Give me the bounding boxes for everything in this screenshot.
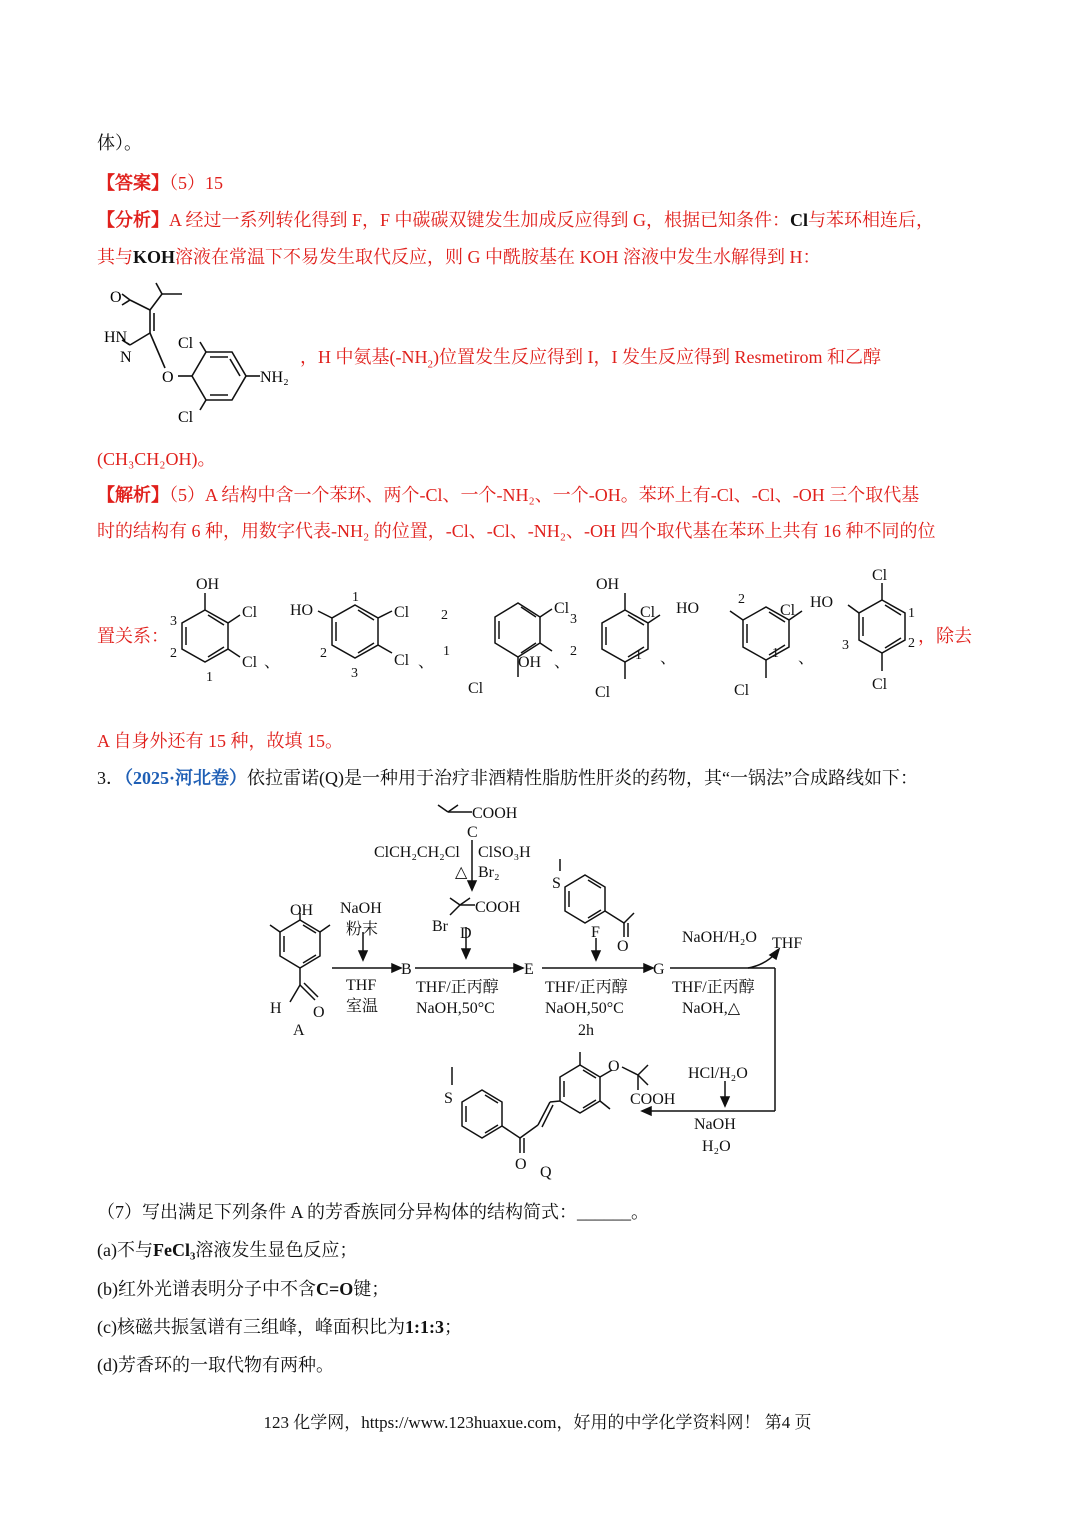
condition-d: (d)芳香环的一取代物有两种。 [97, 1355, 334, 1375]
scheme-step4-a: THF/正丙醇 [672, 979, 755, 996]
analysis-sub: 2 [427, 358, 433, 371]
answer-text: （5）15 [169, 173, 223, 193]
scheme-delta: △ [455, 864, 468, 881]
isomer-structures [160, 565, 920, 705]
isomer-1-oh: OH [196, 576, 220, 593]
h-n-label: N [120, 349, 132, 366]
scheme-step4-top: NaOH/H₂O [682, 929, 757, 946]
scheme-q-label: Q [540, 1164, 552, 1181]
isomer-3-cl1: Cl [554, 600, 570, 617]
condition-ratio: 1:1:3 [404, 1317, 444, 1337]
explain-line-2: 时的结构有 6 种，用数字代表-NH₂ 的位置，-Cl、-Cl、-NH₂、-OH 四个取代基在苯环上共有 16 种不同的位 [97, 521, 936, 541]
scheme-step4-thf: THF [772, 935, 803, 952]
analysis-text: ，H 中氨基(-NH [300, 347, 428, 367]
condition-c [97, 1313, 462, 1339]
scheme-h2o: H₂O [702, 1138, 731, 1155]
isomer-5-n2: 2 [738, 592, 745, 607]
isomer-2-n2: 2 [320, 646, 327, 661]
isomer-4-oh: OH [596, 576, 620, 593]
h-structure-diagram [100, 280, 300, 430]
isomer-6-n3: 3 [842, 638, 849, 653]
isomer-6-n2: 2 [908, 636, 915, 651]
scheme-g-label: G [653, 961, 665, 978]
scheme-thf: THF [346, 977, 377, 994]
scheme-naoh2: NaOH [694, 1116, 736, 1133]
explain-line-3a: 置关系： [97, 626, 169, 646]
analysis-text: A 经过一系列转化得到 F，F 中碳碳双键发生加成反应得到 G，根据已知条件： [169, 210, 791, 230]
condition-text: ； [443, 1317, 462, 1337]
scheme-hcl: HCl/H₂O [688, 1065, 748, 1082]
scheme-q-s: S [444, 1090, 453, 1107]
h-nh2-label: NH₂ [260, 369, 289, 386]
isomer-4-cl1: Cl [640, 604, 656, 621]
scheme-c-cooh: COOH [472, 805, 518, 822]
isomer-4-n2: 2 [570, 644, 577, 659]
scheme-d-cooh: COOH [475, 899, 521, 916]
question-number: 3． [97, 768, 124, 788]
h-o-link-label: O [162, 369, 174, 386]
isomer-6-cl2: Cl [872, 676, 888, 693]
scheme-q-o: O [515, 1156, 527, 1173]
answer-tag: 【答案】 [97, 173, 169, 193]
scheme-d-br: Br [432, 918, 448, 935]
isomer-2-cl2: Cl [394, 652, 410, 669]
scheme-c-label: C [467, 824, 478, 841]
isomer-3-oh: OH [518, 654, 542, 671]
subquestion-7: （7）写出满足下列条件 A 的芳香族同分异构体的结构简式：______。 [97, 1202, 650, 1222]
isomer-1-cl2: Cl [242, 654, 258, 671]
isomer-2-ho: HO [290, 602, 314, 619]
isomer-6-ho: HO [810, 594, 834, 611]
scheme-step3-b: NaOH,50°C [545, 1000, 624, 1017]
isomer-sep-3: 、 [554, 654, 571, 671]
h-cl-top-label: Cl [178, 335, 194, 352]
isomer-sep-5: 、 [798, 650, 815, 667]
isomer-1-n2: 2 [170, 646, 177, 661]
question-3-line [97, 764, 918, 790]
scheme-shiwen: 室温 [346, 998, 379, 1015]
scheme-reagent-left: ClCH₂CH₂Cl [374, 844, 460, 861]
explain-tag: 【解析】 [97, 485, 169, 505]
isomer-4-n1: 1 [635, 648, 642, 663]
isomer-6-cl1: Cl [872, 567, 888, 584]
scheme-f-s: S [552, 875, 561, 892]
isomer-2-n3: 3 [351, 666, 358, 681]
scheme-q-cooh: COOH [630, 1091, 676, 1108]
scheme-a-o: O [313, 1004, 325, 1021]
analysis-text: 与苯环相连后， [808, 210, 935, 230]
isomer-1-cl1: Cl [242, 604, 258, 621]
analysis-tag: 【分析】 [97, 210, 169, 230]
scheme-a-h: H [270, 1000, 282, 1017]
scheme-e-label: E [524, 961, 534, 978]
condition-text: (c)核磁共振氢谱有三组峰，峰面积比为 [97, 1317, 405, 1337]
isomer-4-cl2: Cl [595, 684, 611, 701]
isomer-4-n3: 3 [570, 612, 577, 627]
scheme-f-label: F [591, 924, 600, 941]
scheme-step3-a: THF/正丙醇 [545, 979, 628, 996]
isomer-1-n3: 3 [170, 614, 177, 629]
isomer-2-n1: 1 [352, 590, 359, 605]
page-footer: 123 化学网，https://www.123huaxue.com，好用的中学化学资料网！ 第4 页 [263, 1413, 812, 1432]
isomer-sep-1: 、 [264, 654, 281, 671]
answer-line [97, 169, 223, 195]
condition-b [97, 1275, 389, 1301]
isomer-3-n1: 1 [443, 644, 450, 659]
analysis-koh: KOH [133, 247, 176, 267]
condition-fecl3: FeCl₃ [152, 1240, 196, 1260]
scheme-br2: Br₂ [478, 864, 500, 881]
explain-line-4: A 自身外还有 15 种，故填 15。 [97, 731, 344, 751]
analysis-line-4: (CH₃CH₂OH)。 [97, 449, 216, 469]
h-o-label: O [110, 289, 122, 306]
text-line-continuation: 体）。 [97, 133, 142, 153]
condition-a [97, 1236, 357, 1262]
synthesis-scheme [260, 795, 820, 1185]
analysis-text: 其与 [97, 247, 133, 267]
analysis-text: 溶液在常温下不易发生取代反应，则 G 中酰胺基在 KOH 溶液中发生水解得到 H： [175, 247, 821, 267]
scheme-reagent-right: ClSO₃H [478, 844, 531, 861]
scheme-step2-a: THF/正丙醇 [416, 979, 499, 996]
isomer-6-n1: 1 [908, 606, 915, 621]
condition-text: 溶液发生显色反应； [195, 1240, 358, 1260]
condition-text: 键； [353, 1279, 390, 1299]
analysis-cl: Cl [790, 210, 809, 230]
scheme-q-o2: O [608, 1058, 620, 1075]
question-source: （2025·河北卷） [124, 768, 248, 788]
analysis-line-1 [97, 206, 934, 232]
isomer-5-cl2: Cl [734, 682, 750, 699]
isomer-2-cl1: Cl [394, 604, 410, 621]
scheme-d-label: D [460, 925, 472, 942]
isomer-5-n1: 1 [772, 646, 779, 661]
condition-text: (b)红外光谱表明分子中不含 [97, 1279, 316, 1299]
isomer-1-n1: 1 [206, 670, 213, 685]
explain-text: （5）A 结构中含一个苯环、两个-Cl、一个-NH₂、一个-OH。苯环上有-Cl、-Cl、-OH 三个取代基 [169, 485, 920, 505]
isomer-5-cl1: Cl [780, 602, 796, 619]
condition-text: (a)不与 [97, 1240, 153, 1260]
condition-co: C=O [316, 1279, 354, 1299]
scheme-fenmo: 粉末 [346, 921, 379, 938]
analysis-line-3 [300, 343, 881, 371]
analysis-line-2 [97, 243, 821, 269]
scheme-a-label: A [293, 1022, 305, 1039]
scheme-a-oh: OH [290, 902, 314, 919]
scheme-step2-b: NaOH,50°C [416, 1000, 495, 1017]
analysis-text: )位置发生反应得到 I，I 发生反应得到 Resmetirom 和乙醇 [433, 347, 881, 367]
scheme-step4-b: NaOH,△ [682, 1000, 741, 1017]
explain-line-1 [97, 481, 919, 507]
isomer-sep-4: 、 [660, 650, 677, 667]
scheme-b-label: B [401, 961, 412, 978]
isomer-3-cl2: Cl [468, 680, 484, 697]
isomer-5-ho: HO [676, 600, 700, 617]
h-cl-bottom-label: Cl [178, 409, 194, 426]
isomer-sep-2: 、 [418, 654, 435, 671]
scheme-naoh: NaOH [340, 900, 382, 917]
scheme-f-o: O [617, 938, 629, 955]
scheme-step3-c: 2h [578, 1022, 594, 1039]
isomer-3-n2: 2 [441, 608, 448, 623]
h-hn-label: HN [104, 329, 128, 346]
explain-line-3b: ，除去 [918, 626, 972, 646]
question-text: 依拉雷诺(Q)是一种用于治疗非酒精性脂肪性肝炎的药物，其“一锅法”合成路线如下： [247, 768, 918, 788]
